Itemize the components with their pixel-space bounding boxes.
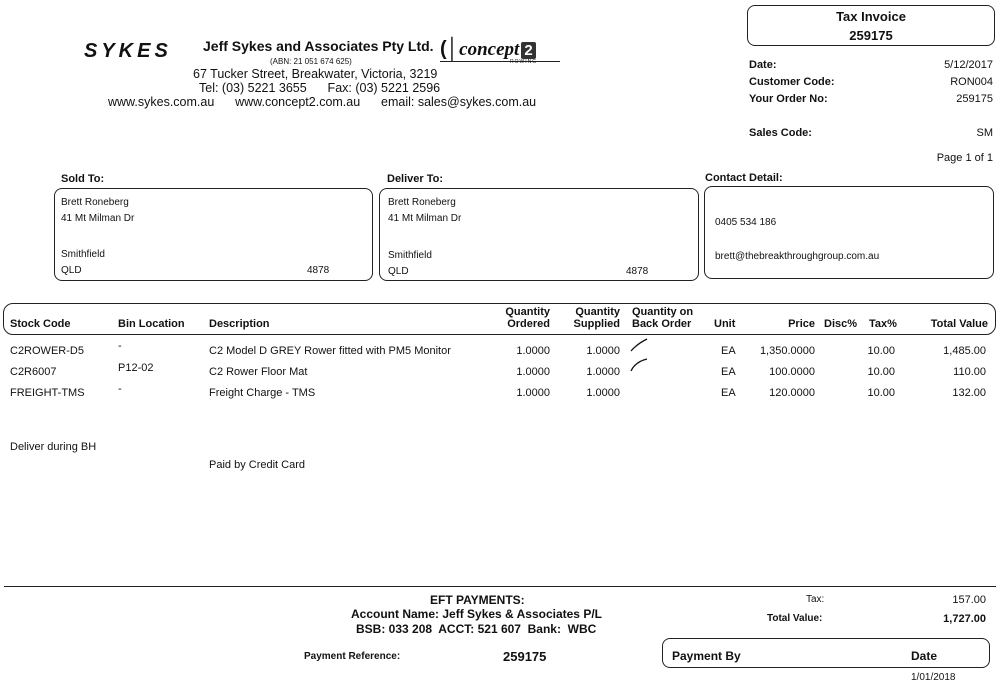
- row-description: C2 Rower Floor Mat: [209, 366, 308, 378]
- contact-email: brett@thebreakthroughgroup.com.au: [715, 251, 880, 262]
- row-stock-code: C2R6007: [10, 366, 57, 378]
- company-abn: (ABN: 21 051 674 625): [270, 57, 352, 66]
- tax-total-value: 157.00: [952, 594, 986, 606]
- payment-date-value: 1/01/2018: [911, 672, 956, 683]
- row-bin: -: [118, 340, 122, 352]
- row-unit: EA: [721, 387, 736, 399]
- meta-order-no-value: 259175: [956, 93, 993, 105]
- sold-to-street: 41 Mt Milman Dr: [61, 213, 135, 224]
- deliver-to-suburb: Smithfield: [388, 250, 432, 261]
- row-price: 100.0000: [769, 366, 815, 378]
- concept2-logo: (│concept 2: [440, 38, 536, 61]
- footer-divider: [4, 586, 996, 587]
- row-tax: 10.00: [867, 387, 895, 399]
- company-web: www.sykes.com.au www.concept2.com.au email: sales@sykes.com.au: [108, 95, 537, 109]
- meta-customer-code-label: Customer Code:: [749, 76, 835, 88]
- eft-bank-details: BSB: 033 208 ACCT: 521 607 Bank: WBC: [356, 622, 597, 636]
- row-bin: P12-02: [118, 362, 154, 374]
- sold-to-state: QLD: [61, 265, 82, 276]
- sold-to-box: [54, 188, 373, 281]
- sold-to-suburb: Smithfield: [61, 249, 105, 260]
- row-tax: 10.00: [867, 345, 895, 357]
- row-description: C2 Model D GREY Rower fitted with PM5 Monitor: [209, 345, 451, 357]
- header-bin-location: Bin Location: [118, 318, 185, 330]
- payment-by-label: Payment By: [672, 649, 741, 663]
- deliver-to-name: Brett Roneberg: [388, 197, 456, 208]
- contact-phone: 0405 534 186: [715, 217, 777, 228]
- invoice-title: Tax Invoice: [836, 9, 906, 24]
- header-qty-supplied: Quantity Supplied: [573, 306, 620, 330]
- deliver-to-street: 41 Mt Milman Dr: [388, 213, 462, 224]
- deliver-to-postcode: 4878: [626, 266, 649, 277]
- concept2-logo-underline: [440, 61, 560, 62]
- grand-total-label: Total Value:: [767, 613, 823, 624]
- payment-reference-value: 259175: [503, 649, 547, 664]
- header-unit: Unit: [714, 318, 736, 330]
- deliver-to-box: [379, 188, 699, 281]
- payment-note: Paid by Credit Card: [209, 459, 305, 471]
- company-phone: Tel: (03) 5221 3655 Fax: (03) 5221 2596: [199, 81, 441, 95]
- company-address: 67 Tucker Street, Breakwater, Victoria, 3219: [193, 67, 438, 81]
- row-tax: 10.00: [867, 366, 895, 378]
- row-unit: EA: [721, 366, 736, 378]
- company-name: Jeff Sykes and Associates Pty Ltd.: [203, 38, 434, 54]
- back-order-tick-icon: [630, 338, 648, 352]
- meta-order-no-label: Your Order No:: [749, 93, 828, 105]
- row-price: 1,350.0000: [759, 345, 815, 357]
- row-total: 110.00: [953, 366, 986, 378]
- contact-box: [704, 186, 994, 279]
- sykes-logo: SYKES: [84, 40, 172, 62]
- sold-to-name: Brett Roneberg: [61, 197, 129, 208]
- eft-title: EFT PAYMENTS:: [430, 593, 525, 607]
- row-ordered: 1.0000: [516, 345, 550, 357]
- row-ordered: 1.0000: [516, 366, 550, 378]
- header-total-value: Total Value: [930, 318, 988, 330]
- row-total: 1,485.00: [943, 345, 986, 357]
- sold-to-postcode: 4878: [307, 265, 330, 276]
- header-tax: Tax%: [869, 318, 897, 330]
- payment-by-box: [662, 638, 990, 668]
- sold-to-label: Sold To:: [61, 173, 105, 185]
- header-qty-ordered: Quantity Ordered: [505, 306, 550, 330]
- eft-account-name: Account Name: Jeff Sykes & Associates P/L: [351, 607, 602, 621]
- row-ordered: 1.0000: [516, 387, 550, 399]
- meta-customer-code-value: RON004: [950, 76, 993, 88]
- delivery-note: Deliver during BH: [10, 441, 97, 453]
- row-supplied: 1.0000: [586, 366, 620, 378]
- meta-date-label: Date:: [749, 59, 777, 71]
- row-stock-code: C2ROWER-D5: [10, 345, 84, 357]
- deliver-to-state: QLD: [388, 266, 409, 277]
- row-bin: -: [118, 383, 122, 395]
- contact-label: Contact Detail:: [705, 172, 783, 184]
- header-qty-back-order: Quantity on Back Order: [632, 306, 694, 330]
- row-unit: EA: [721, 345, 736, 357]
- payment-date-label: Date: [911, 649, 938, 663]
- grand-total-value: 1,727.00: [943, 613, 986, 625]
- row-description: Freight Charge - TMS: [209, 387, 316, 399]
- tax-invoice-box: [747, 5, 995, 46]
- header-description: Description: [209, 318, 270, 330]
- page-number: Page 1 of 1: [936, 152, 993, 164]
- header-stock-code: Stock Code: [10, 318, 71, 330]
- meta-date-value: 5/12/2017: [944, 59, 993, 71]
- tax-total-label: Tax:: [806, 594, 825, 605]
- row-total: 132.00: [952, 387, 986, 399]
- meta-sales-code-value: SM: [976, 127, 993, 139]
- meta-sales-code-label: Sales Code:: [749, 127, 812, 139]
- invoice-number: 259175: [849, 28, 893, 43]
- row-price: 120.0000: [769, 387, 815, 399]
- row-stock-code: FREIGHT-TMS: [10, 387, 85, 399]
- header-price: Price: [788, 318, 815, 330]
- back-order-tick-icon: [630, 358, 648, 372]
- row-supplied: 1.0000: [586, 345, 620, 357]
- row-supplied: 1.0000: [586, 387, 620, 399]
- header-disc: Disc%: [824, 318, 858, 330]
- concept2-mark-icon: (│: [440, 38, 460, 60]
- payment-reference-label: Payment Reference:: [304, 651, 401, 662]
- concept2-logo-sub: ROWING: [510, 59, 538, 65]
- deliver-to-label: Deliver To:: [387, 173, 444, 185]
